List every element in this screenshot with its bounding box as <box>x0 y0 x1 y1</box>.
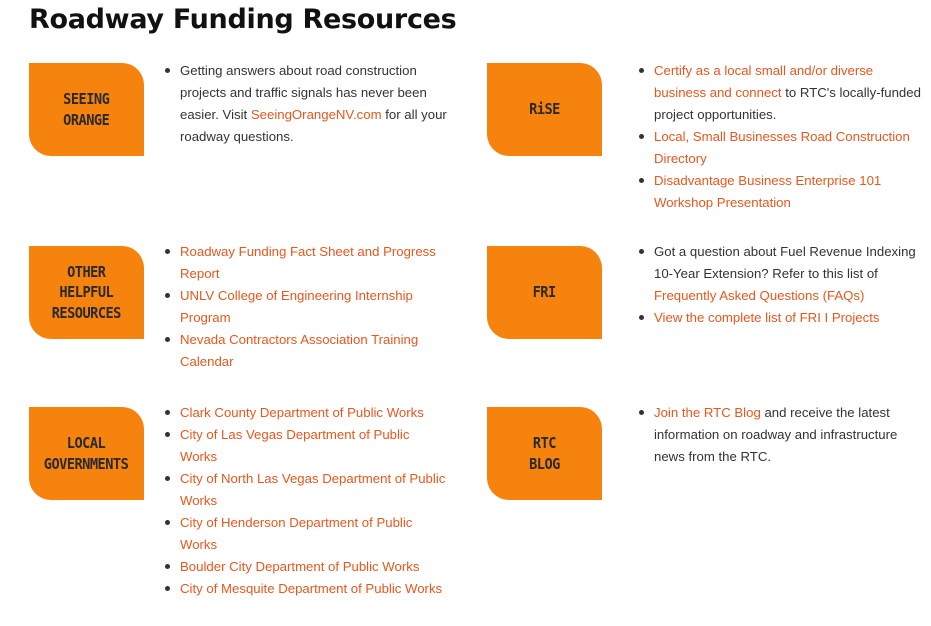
boulder-city-link[interactable]: Boulder City Department of Public Works <box>180 559 420 574</box>
nca-training-link[interactable]: Nevada Contractors Association Training Calendar <box>180 332 419 369</box>
rise-badge-text: RiSE <box>529 100 560 119</box>
rise-dbe-link[interactable]: Disadvantage Business Enterprise 101 Workshop Presentation <box>654 173 882 210</box>
rtc-blog-list <box>654 402 926 468</box>
rtc-blog-badge-text: RTC BLOG <box>529 434 560 473</box>
rise-badge <box>487 63 602 156</box>
seeing-orange-outro-text: for all your roadway questions. <box>180 107 447 144</box>
seeing-orange-badge-text: SEEING ORANGE <box>63 90 110 129</box>
list-item <box>654 60 926 126</box>
list-item <box>180 578 450 600</box>
clark-county-link[interactable]: Clark County Department of Public Works <box>180 405 424 420</box>
rtc-blog-badge <box>487 407 602 500</box>
local-governments-list <box>180 402 450 600</box>
unlv-internship-link[interactable]: UNLV College of Engineering Internship Program <box>180 288 413 325</box>
fri-faq-link[interactable]: Frequently Asked Questions (FAQs) <box>654 288 865 303</box>
fri-question-text: Got a question about Fuel Revenue Indexing 10-Year Extension? Refer to this list of <box>654 244 916 281</box>
local-governments-badge <box>29 407 144 500</box>
list-item <box>180 468 450 512</box>
list-item <box>180 402 450 424</box>
rtc-blog-text: and receive the latest information on roadway and infrastructure news from the RTC. <box>654 405 898 464</box>
rtc-blog-link[interactable]: Join the RTC Blog <box>654 405 761 420</box>
list-item <box>180 512 450 556</box>
rise-certify-text: to RTC's locally-funded project opportunities. <box>654 85 921 122</box>
list-item <box>180 241 450 285</box>
list-item <box>180 556 450 578</box>
seeing-orange-badge <box>29 63 144 156</box>
list-item <box>654 170 926 214</box>
list-item <box>180 329 450 373</box>
list-item <box>180 424 450 468</box>
seeing-orange-list <box>180 60 450 148</box>
fri-badge <box>487 246 602 339</box>
local-governments-badge-text: LOCAL GOVERNMENTS <box>44 434 129 473</box>
list-item <box>654 126 926 170</box>
las-vegas-link[interactable]: City of Las Vegas Department of Public Works <box>180 427 410 464</box>
seeing-orange-intro-text: Getting answers about road construction projects and traffic signals has never been easier. Visit <box>180 63 427 122</box>
seeing-orange-link[interactable]: SeeingOrangeNV.com <box>250 107 382 122</box>
list-item <box>654 241 926 307</box>
other-helpful-badge <box>29 246 144 339</box>
rise-directory-link[interactable]: Local, Small Businesses Road Construction Directory <box>654 129 910 166</box>
fri-projects-link[interactable]: View the complete list of FRI I Projects <box>654 310 880 325</box>
rise-list <box>654 60 926 214</box>
fact-sheet-link[interactable]: Roadway Funding Fact Sheet and Progress Report <box>180 244 436 281</box>
other-helpful-list <box>180 241 450 373</box>
henderson-link[interactable]: City of Henderson Department of Public Works <box>180 515 413 552</box>
list-item <box>180 60 450 148</box>
north-las-vegas-link[interactable]: City of North Las Vegas Department of Public Works <box>180 471 446 508</box>
rise-certify-link[interactable]: Certify as a local small and/or diverse business and connect <box>654 63 874 100</box>
list-item <box>654 307 926 329</box>
fri-badge-text: FRI <box>532 283 557 302</box>
list-item <box>654 402 926 468</box>
other-helpful-badge-text: OTHER HELPFUL RESOURCES <box>51 262 122 322</box>
page-title: Roadway Funding Resources <box>29 4 457 35</box>
fri-list <box>654 241 926 329</box>
mesquite-link[interactable]: City of Mesquite Department of Public Works <box>180 581 443 596</box>
list-item <box>180 285 450 329</box>
